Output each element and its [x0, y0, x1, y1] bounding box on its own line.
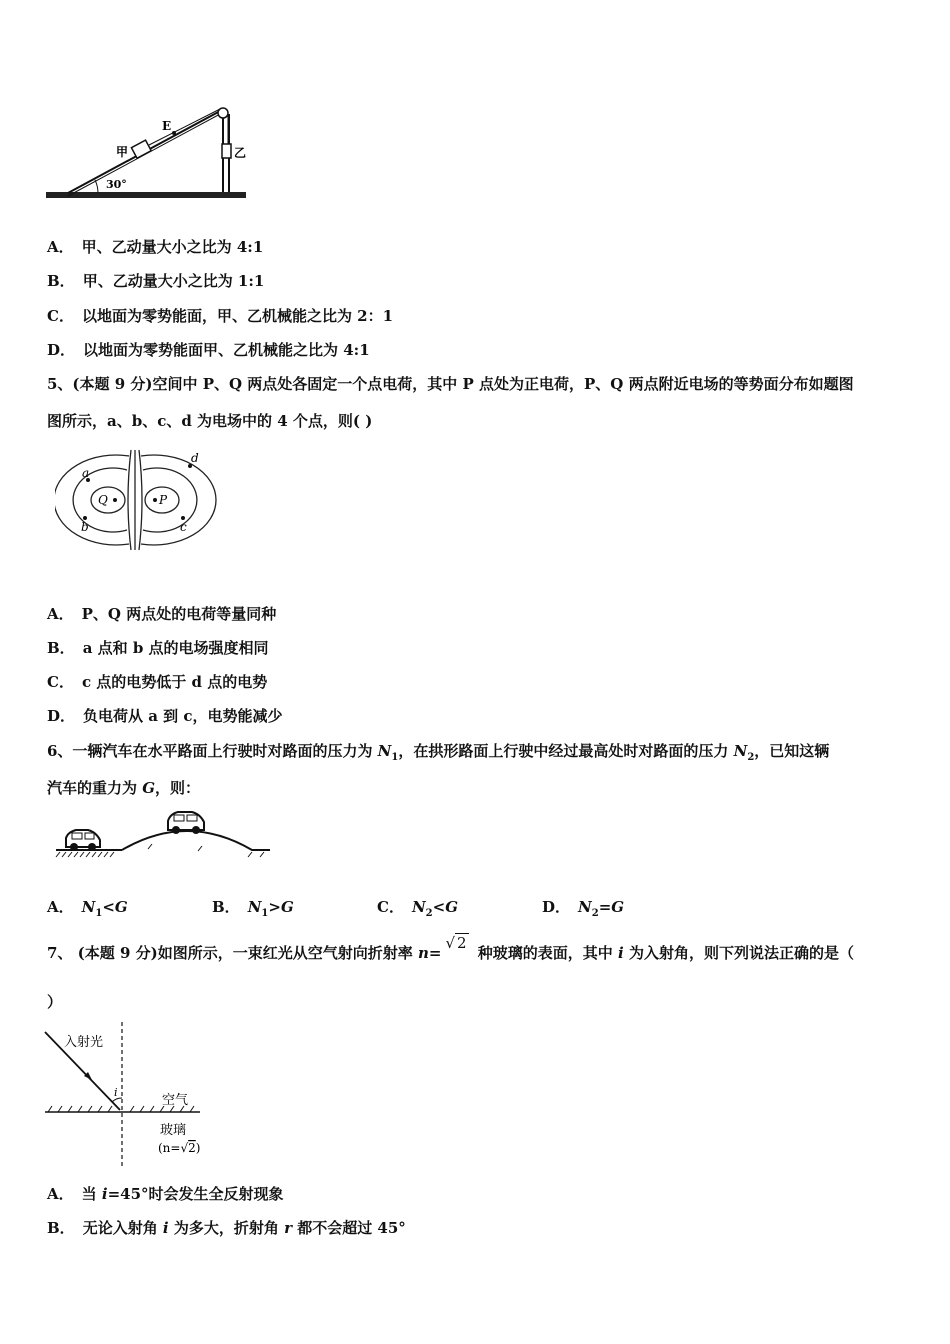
q6-option-d: D． $N_2=G$ [542, 898, 625, 919]
label-a: a [82, 466, 90, 480]
q4-option-a: A． 甲、乙动量大小之比为 4:1 [47, 238, 264, 256]
q4-option-b: B． 甲、乙动量大小之比为 1:1 [47, 272, 265, 290]
sqrt-symbol-fig: √ [180, 1141, 189, 1155]
label-i: i [114, 1086, 118, 1099]
label-air: 空气 [162, 1093, 189, 1108]
incline-pulley-figure [40, 100, 260, 205]
q6-options [47, 896, 647, 919]
q4-option-c: C． 以地面为零势能面，甲、乙机械能之比为 2：1 [47, 307, 394, 325]
label-p: P [159, 493, 168, 507]
q6-option-a: A． $N_1<G$ [47, 898, 128, 919]
car-flat [66, 830, 100, 851]
q5-option-c: C． c 点的电势低于 d 点的电势 [47, 673, 268, 691]
equipotential-figure [55, 448, 225, 553]
q6-stem-line1: 6、一辆汽车在水平路面上行驶时对路面的压力为 $N_1$，在拱形路面上行驶中经过最高处时对路面的压力 $N_2$，已知这辆 [47, 742, 830, 763]
q5-option-a: A． P、Q 两点处的电荷等量同种 [47, 605, 277, 623]
q5-option-d: D． 负电荷从 a 到 c，电势能减少 [47, 707, 283, 725]
sqrt-expression: √ 2 [445, 934, 467, 952]
q7-stem-line1: 7、 (本题 9 分)如图所示，一束红光从空气射向折射率 n=√ 2 种玻璃的表面，其中 i 为入射角，则下列说法正确的是（ [47, 934, 854, 962]
label-yi: 乙 [234, 146, 247, 160]
q7-stem-line2: ） [47, 993, 63, 1011]
q5-option-b: B． a 点和 b 点的电场强度相同 [47, 639, 269, 657]
car-arch [168, 812, 204, 834]
label-jia: 甲 [116, 145, 129, 159]
label-incident: 入射光 [64, 1035, 104, 1050]
q7-option-a: A． 当 i=45°时会发生全反射现象 [47, 1185, 284, 1203]
refraction-figure [40, 1022, 210, 1170]
label-q: Q [98, 493, 108, 507]
label-d: d [191, 451, 199, 465]
q5-stem-line1: 5、(本题 9 分)空间中 P、Q 两点处各固定一个点电荷，其中 P 点处为正电荷，P、Q 两点附近电场的等势面分布如题图 [47, 375, 854, 393]
q6-stem-line2: 汽车的重力为 G，则： [47, 779, 201, 797]
label-glass: 玻璃 [160, 1123, 187, 1138]
q4-option-d: D． 以地面为零势能面甲、乙机械能之比为 4:1 [47, 341, 370, 359]
q7-option-b: B． 无论入射角 i 为多大，折射角 r 都不会超过 45° [47, 1219, 406, 1237]
label-angle: 30° [106, 178, 127, 191]
label-n-glass: (n=√2) [158, 1141, 201, 1155]
sqrt-symbol: √ [445, 934, 456, 952]
q6-option-b: B． $N_1>G$ [212, 898, 294, 919]
arch-road-figure [52, 808, 274, 866]
q5-stem-line2: 图所示，a、b、c、d 为电场中的 4 个点，则( ) [47, 412, 373, 430]
label-e: E [162, 119, 172, 133]
q6-option-c: C． $N_2<G$ [377, 898, 459, 919]
label-c: c [180, 520, 187, 534]
label-b: b [81, 520, 89, 534]
